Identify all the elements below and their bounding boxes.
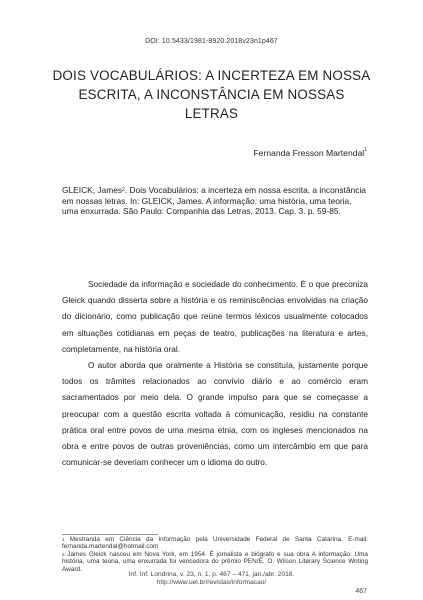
reference-author: GLEICK, James	[62, 185, 123, 195]
article-body	[62, 276, 368, 470]
footnote-text: James Gleick nasceu em Nova York, em 1954. É jornalista e biógrafo e sua obra A informação: Uma história, uma teoria, uma enxurrada foi vencedora do prêmio PEN/E. O. Wilson Literary Science Writing Award.	[62, 550, 368, 573]
reference-footnote-marker: 2	[122, 187, 125, 193]
journal-url: http://www.uel.br/revistas/informacao/	[156, 579, 267, 587]
footnote-text: Mestranda em Ciência da Informação pela Universidade Federal de Santa Catarina. E-mail: fernanda.martendal@hotmail.com	[62, 536, 368, 551]
footnote-divider	[62, 534, 158, 535]
author-footnote-marker: 1	[364, 147, 367, 153]
author-line	[253, 148, 367, 158]
footnote	[62, 551, 368, 573]
author-name: Fernanda Fresson Martendal	[253, 148, 365, 158]
body-paragraph: Sociedade da informação e sociedade do conhecimento. É o que preconiza Gleick quando disserta sobre a história e os reminiscências envolvidas na criação do dicionário, como publicação que reúne termos léxicos usualmente colocados em situações cotidianas em peças de teatro, publicações na literatura e artes, completamente, na história oral.	[62, 279, 368, 354]
journal-citation: Inf. Inf. Londrina, v. 23, n. 1, p. 467 – 471, jan./abr. 2018.	[128, 571, 295, 578]
footnote-marker: 2	[62, 551, 65, 557]
article-title: DOIS VOCABULÁRIOS: A INCERTEZA EM NOSSA ESCRITA, A INCONSTÂNCIA EM NOSSAS LETRAS	[52, 68, 371, 121]
doi-line: DOI: 10.5433/1981-8920.2018v23n1p467	[145, 38, 278, 45]
footnotes	[62, 536, 368, 573]
body-paragraph: O autor aborda que oralmente a História se constituía, justamente porque todos os trâmites relacionados ao convívio diário e ao comércio eram sacramentados por meio dela. O grande impulso para que se começasse a preocupar com a questão escrita voltada à comunicação, residiu na constante prática oral entre povos de uma mesma etnia, com os ingleses mencionados na obra e entre povos de outras proveniências, como um intercâmbio em que para comunicar-se deveriam conhecer um o idioma do outro.	[62, 360, 368, 468]
page-number: 467	[355, 588, 367, 595]
footnote	[62, 536, 368, 551]
journal-footer	[0, 571, 423, 588]
reviewed-work-reference	[62, 185, 368, 217]
footnote-marker: 1	[62, 537, 65, 542]
reference-text: . Dois Vocabulários: a incerteza em nossa escrita, a inconstância em nossas letras. In: GLEICK, James. A informação: uma história, uma teoria, uma enxurrada. São Paulo: Companhia das Letras, 2013. Cap. 3. p. 59-85.	[62, 185, 366, 217]
